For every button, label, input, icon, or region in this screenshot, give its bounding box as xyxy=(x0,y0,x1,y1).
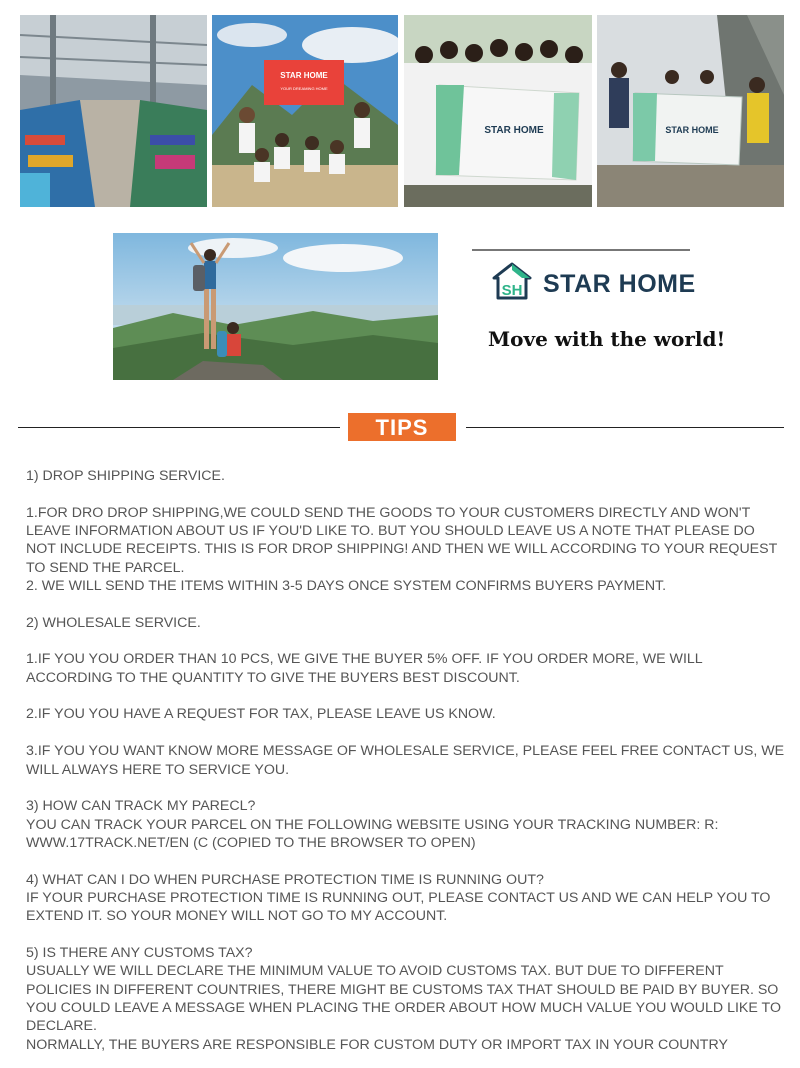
svg-text:SH: SH xyxy=(501,282,523,299)
summit-hikers-photo xyxy=(113,233,438,380)
customs-note: NORMALLY, THE BUYERS ARE RESPONSIBLE FOR CUSTOM DUTY OR IMPORT TAX IN YOUR COUNTRY xyxy=(26,1036,728,1053)
group-flag-photo xyxy=(404,15,592,207)
warehouse-photo xyxy=(20,15,207,207)
svg-text:STAR HOME: STAR HOME xyxy=(280,71,328,80)
tracking-body: YOU CAN TRACK YOUR PARCEL ON THE FOLLOWING WEBSITE USING YOUR TRACKING NUMBER: R: WWW.17TRACK.NET/EN (C (COPIED TO THE BROWSER TO OPEN) xyxy=(26,816,719,851)
team-banner-photo xyxy=(212,15,398,207)
tips-badge: TIPS xyxy=(348,413,456,441)
customs-body: USUALLY WE WILL DECLARE THE MINIMUM VALUE TO AVOID CUSTOMS TAX. BUT DUE TO DIFFERENT POLICIES IN DIFFERENT COUNTRIES, THERE MIGHT BE CUSTOMS TAX THAT SHOULD BE PAID BY BUYER. SO YOU COULD LEAVE A MESSAGE WHEN PLACING THE ORDER ABOUT HOW MUCH VALUE YOU WOULD LIKE TO DECLARE. xyxy=(26,963,781,1035)
wholesale-item-3: 3.IF YOU YOU WANT KNOW MORE MESSAGE OF WHOLESALE SERVICE, PLEASE FEEL FREE CONTACT US, WE WILL ALWAYS HERE TO SERVICE YOU. xyxy=(26,743,785,778)
brand-slogan: Move with the world! xyxy=(488,327,726,351)
star-home-banner xyxy=(264,60,344,105)
svg-text:STAR HOME: STAR HOME xyxy=(665,125,719,135)
drop-shipping-item-2: 2. WE WILL SEND THE ITEMS WITHIN 3-5 DAYS ONCE SYSTEM CONFIRMS BUYERS PAYMENT. xyxy=(26,578,667,595)
brand-name: STAR HOME xyxy=(543,270,696,298)
star-home-logo xyxy=(492,262,532,300)
wholesale-heading: 2) WHOLESALE SERVICE. xyxy=(26,614,201,631)
wholesale-item-2: 2.IF YOU YOU HAVE A REQUEST FOR TAX, PLEASE LEAVE US KNOW. xyxy=(26,706,496,723)
protection-body: IF YOUR PURCHASE PROTECTION TIME IS RUNNING OUT, PLEASE CONTACT US AND WE CAN HELP YOU TO EXTEND IT. SO YOUR MONEY WILL NOT GO TO MY ACCOUNT. xyxy=(26,889,771,925)
tips-content xyxy=(26,467,788,1054)
svg-text:STAR HOME: STAR HOME xyxy=(484,125,544,136)
wholesale-item-1: 1.IF YOU YOU ORDER THAN 10 PCS, WE GIVE THE BUYER 5% OFF. IF YOU ORDER MORE, WE WILL ACCORDING TO THE QUANTITY TO GIVE THE BUYERS BEST DISCOUNT. xyxy=(26,651,703,686)
svg-text:YOUR DREAMING HOME: YOUR DREAMING HOME xyxy=(280,86,328,91)
tracking-heading: 3) HOW CAN TRACK MY PARECL? xyxy=(26,798,256,815)
brand-divider xyxy=(472,249,690,251)
drop-shipping-heading: 1) DROP SHIPPING SERVICE. xyxy=(26,468,225,484)
hikers-flag-photo xyxy=(597,15,784,207)
tips-divider-right xyxy=(466,427,784,428)
protection-heading: 4) WHAT CAN I DO WHEN PURCHASE PROTECTION TIME IS RUNNING OUT? xyxy=(26,871,544,888)
drop-shipping-item-1: 1.FOR DRO DROP SHIPPING,WE COULD SEND THE GOODS TO YOUR CUSTOMERS DIRECTLY AND WON'T LEAVE INFORMATION ABOUT US IF YOU'D LIKE TO. BUT YOU SHOULD LEAVE US A NOTE THAT PLEASE DO NOT INCLUDE RECEIPTS. THIS IS FOR DROP SHIPPING! AND THEN WE WILL ACCORDING TO YOUR REQUEST TO SEND THE PARCEL. xyxy=(26,504,778,576)
customs-heading: 5) IS THERE ANY CUSTOMS TAX? xyxy=(26,944,253,961)
tips-divider-left xyxy=(18,427,340,428)
